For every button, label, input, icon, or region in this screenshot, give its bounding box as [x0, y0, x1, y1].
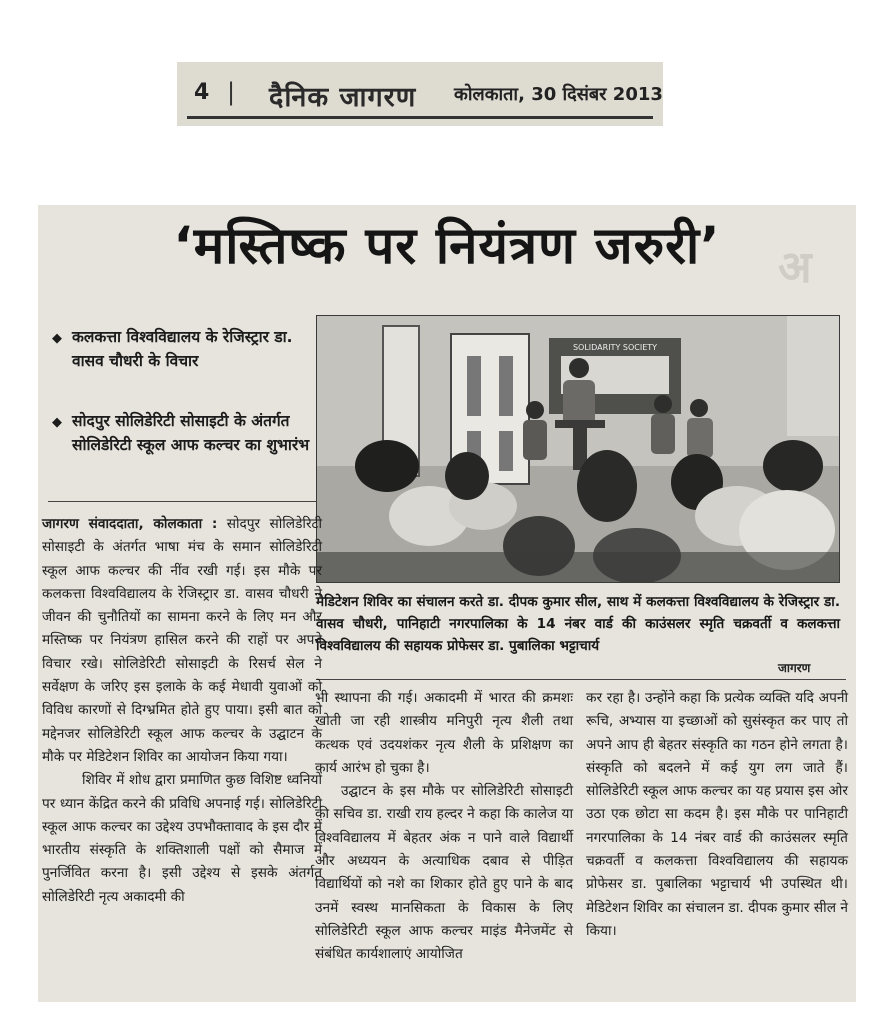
headline: ‘मस्तिष्क पर नियंत्रण जरुरी’ — [173, 217, 721, 276]
diamond-bullet-icon: ◆ — [52, 415, 62, 430]
masthead-separator: | — [227, 78, 236, 106]
bleed-through-text: अ — [778, 242, 812, 293]
bullet-point — [50, 325, 312, 373]
article-paragraph: भी स्थापना की गई। अकादमी में भारत की क्रमशः खोती जा रही शास्त्रीय मनिपुरी नृत्य शैली तथा कत्थक एवं उदयशंकर नृत्य शैली के प्रशिक्षण का कार्य आरंभ हो चुका है। — [315, 690, 573, 776]
article-column-1 — [42, 513, 322, 909]
article-paragraph: कर रहा है। उन्होंने कहा कि प्रत्येक व्यक्ति यदि अपनी रूचि, अभ्यास या इच्छाओं को सुसंस्कृत कर पाए तो अपने आप ही बेहतर संस्कृति का गठन होने लगता है। संस्कृति को बदलने में कई युग लग जाते हैं। सोलिडेरिटी स्कूल आफ कल्चर का यह प्रयास इस ओर उठा एक छोटा सा कदम है। इस मौके पर पानिहाटी नगरपालिका के 14 नंबर वार्ड की काउंसलर स्मृति चक्रवर्ती व कलकत्ता विश्वविद्यालय की सहायक प्रोफेसर डा. पुबालिका भट्टाचार्य भी उपस्थित थी। मेडिटेशन शिविर का संचालन डा. दीपक कुमार सील ने किया। — [586, 690, 849, 939]
photo-caption: मेडिटेशन शिविर का संचालन करते डा. दीपक कुमार सील, साथ में कलकत्ता विश्वविद्यालय के रेजिस्ट्रार डा. वासव चौधरी, पानिहाटी नगरपालिका के 14 नंबर वार्ड की काउंसलर स्मृति चक्रवर्ती व कलकत्ता विश्वविद्यालय की सहायक प्रोफेसर डा. पुबालिका भट्टाचार्य — [316, 594, 840, 654]
article-paragraph: शिविर में शोध द्वारा प्रमाणित कुछ विशिष्ट ध्वनियों पर ध्यान केंद्रित करने की प्रविधि अपनाई गई। सोलिडेरिटी स्कूल आफ कल्चर का उद्देश्य उपभौक्तावाद के इस दौर में भारतीय संस्कृति के शक्तिशाली पक्षों को सैमाज में पुनर्जिवित करना है। इसी उद्देश्य से इसके अंतर्गत सोलिडेरिटी नृत्य अकादमी की — [42, 772, 322, 905]
article-column-2 — [315, 687, 573, 967]
event-photo — [316, 315, 840, 583]
photo-credit: जागरण — [778, 661, 811, 675]
article-clipping — [38, 205, 856, 1002]
divider — [48, 501, 316, 502]
bullet-text: सोदपुर सोलिडेरिटी सोसाइटी के अंतर्गत सोलिडेरिटी स्कूल आफ कल्चर का शुभारंभ — [72, 412, 310, 454]
masthead-rule — [187, 116, 653, 119]
page-number: 4 — [194, 80, 210, 105]
article-paragraph — [42, 513, 322, 769]
divider — [316, 679, 846, 680]
article-column-3 — [586, 687, 848, 943]
banner-text: SOLIDARITY SOCIETY — [572, 343, 658, 352]
diamond-bullet-icon: ◆ — [52, 331, 62, 346]
bullet-point — [50, 409, 312, 457]
byline: जागरण संवाददाता, कोलकाता : — [42, 516, 218, 532]
newspaper-name: दैनिक जागरण — [269, 82, 417, 113]
photo-illustration — [317, 316, 840, 583]
article-paragraph: उद्घाटन के इस मौके पर सोलिडेरिटी सोसाइटी की सचिव डा. राखी राय हल्दर ने कहा कि कालेज या विश्वविद्यालय में बेहतर अंक न पाने वाले विद्यार्थी और अध्ययन के अत्याधिक दबाव से पीड़ित विद्यार्थियों को नशे का शिकार होते हुए पाने के बाद उनमें स्वस्थ मानसिकता के विकास के लिए सोलिडेरिटी स्कूल आफ कल्चर माइंड मैनेजमेंट से संबंधित कार्यशालाएं आयोजित — [315, 783, 573, 963]
bullet-text: कलकत्ता विश्वविद्यालय के रेजिस्ट्रार डा. वासव चौधरी के विचार — [72, 328, 293, 370]
masthead-clipping — [177, 62, 663, 126]
paragraph-text: सोदपुर सोलिडेरिटी सोसाइटी के अंतर्गत भाषा मंच के समान सोलिडेरिटी स्कूल आफ कल्चर की नींव रखी गई। इस मौके पर कलकत्ता विश्वविद्यालय के रेजिस्ट्रार डा. वासव चौधरी ने जीवन की चुनौतियों का सामना करने के लिए मन और मस्तिष्क पर नियंत्रण हासिल करने की राहों पर अपने विचार रखे। सोलिडेरिटी सोसाइटी के रिसर्च सेल ने सर्वेक्षण के जरिए इस इलाके के कई मेधावी युवाओं को विविध कारणों से दिग्भ्रमित होते हुए पाया। इसी बात को मद्देनजर सोलिडेरिटी स्कूल आफ कल्चर के उद्घाटन के मौके पर मेडिटेशन शिविर का आयोजन किया गया। — [42, 516, 322, 765]
dateline: कोलकाता, 30 दिसंबर 2013 — [454, 84, 663, 105]
